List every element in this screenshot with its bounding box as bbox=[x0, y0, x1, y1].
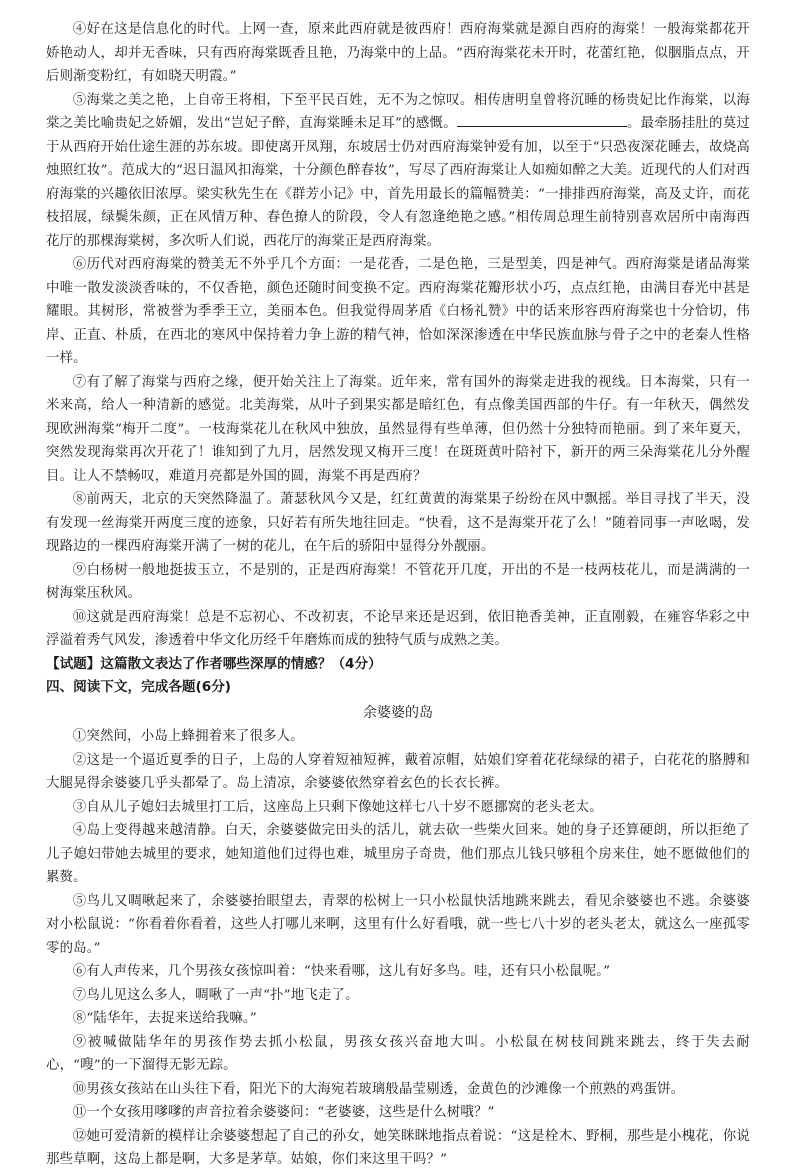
story-paragraph: ⑩男孩女孩站在山头往下看，阳光下的大海宛若玻璃般晶莹剔透，金黄色的沙滩像一个煎熟的鸡蛋饼。 bbox=[72, 1081, 685, 1097]
story-paragraph: ⑦鸟儿见这么多人，啁啾了一声“扑”地飞走了。 bbox=[72, 987, 359, 1003]
paragraph-6: ⑥历代对西府海棠的赞美无不外乎几个方面：一是花香，二是色艳，三是型美，四是神气。西府海棠是诸品海棠中唯一散发淡淡香味的，不仅香艳，颜色还随时间变换不定。西府海棠花瓣形状小巧，点点红艳，由满目春光中甚是耀眼。其树形，常被誉为季季王立，美丽本色。但我觉得周茅盾《白杨礼赞》中的话来形容西府海棠也十分恰切，伟岸、正直、朴质，在西北的寒风中保持着力争上游的精气神，恰如深深渗透在中华民族血脉与骨子之中的老秦人性格一样。 bbox=[46, 257, 750, 366]
story-paragraph: ③自从儿子媳妇去城里打工后，这座岛上只剩下像她这样七八十岁不愿挪窝的老头老太。 bbox=[72, 799, 603, 815]
paragraph-8: ⑧前两天，北京的天突然降温了。萧瑟秋风今又是，红红黄黄的海棠果子纷纷在风中飘摇。举目寻找了半天，没有发现一丝海棠开两度三度的迹象，只好若有所失地往回走。“快看，这不是海棠开花了么！”随着同事一声吆喝，发现路边的一棵西府海棠开满了一树的花儿，在午后的骄阳中显得分外靓丽。 bbox=[46, 492, 750, 554]
story-paragraph: ②这是一个逼近夏季的日子，上岛的人穿着短袖短裤，戴着凉帽，姑娘们穿着花花绿绿的裙子，白花花的胳膊和大腿晃得余婆婆几乎头都晕了。岛上清凉，余婆婆依然穿着玄色的长衣长裤。 bbox=[46, 752, 750, 791]
story-paragraph: ④岛上变得越来越清静。白天，余婆婆做完田头的活儿，就去砍一些柴火回来。她的身子还算硬朗，所以拒绝了儿子媳妇带她去城里的要求，她知道他们过得也难，城里房子奇贵，他们那点儿钱只够租个房来住，她不愿做他们的累赘。 bbox=[46, 823, 750, 885]
paragraph-5 bbox=[46, 89, 750, 254]
story-title: 余婆婆的岛 bbox=[363, 704, 433, 721]
story-paragraph: ⑧“陆华年，去捉来送给我嘛。” bbox=[72, 1011, 257, 1026]
story-paragraph: ⑨被喊做陆华年的男孩作势去抓小松鼠，男孩女孩兴奋地大叫。小松鼠在树枝间跳来跳去，终于失去耐心，“嗖”的一下溜得无影无踪。 bbox=[46, 1034, 750, 1073]
story-paragraph: ⑤鸟儿又啁啾起来了，余婆婆抬眼望去，青翠的松树上一只小松鼠快活地跳来跳去，看见余婆婆也不逃。余婆婆对小松鼠说：“你看着你看着，这些人打哪儿来啊，这里有什么好看哦，就一些七八十岁的老头老太，就这么一座孤零零的岛。” bbox=[46, 893, 750, 956]
fill-in-blank bbox=[457, 114, 627, 127]
story-paragraph: ⑥有人声传来，几个男孩女孩惊叫着：“快来看哪，这儿有好多鸟。哇，还有只小松鼠呢。” bbox=[72, 964, 611, 979]
section-heading: 四、阅读下文，完成各题(6分) bbox=[46, 679, 232, 695]
story-paragraph: ①突然间，小岛上蜂拥着来了很多人。 bbox=[72, 729, 304, 744]
paragraph-5-part-a: ⑤海棠之美之艳，上自帝王将相，下至平民百姓，无不为之惊叹。相传唐明皇曾将沉睡的杨贵妃比作海棠，以海棠之美比喻贵妃之娇媚，发出“岂妃子醉，直海棠睡未足耳”的感慨。 bbox=[46, 92, 750, 131]
story-paragraph: ⑫她可爱清新的模样让余婆婆想起了自己的孙女，她笑眯眯地指点着说：“这是栓木、野桐，那些是小槐花，你说那些草啊，这岛上都是啊，大多是茅草。姑娘，你们来这里干吗？” bbox=[46, 1128, 750, 1167]
paragraph-5-part-b: 。最牵肠挂肚的莫过于从西府开始仕途生涯的苏东坡。即使离开凤翔，东坡居士仍对西府海棠钟爱有加，以至于“只恐夜深花睡去，故烧高烛照红妆”。范成大的“迟日温风扣海棠，十分颜色醉春妆”，写尽了西府海棠让人如痴如醉之大美。近现代的人们对西府海棠的兴趣依旧浓厚。梁实秋先生在《群芳小记》中，首先用最长的篇幅赞美：“一排排西府海棠，高及丈许，而花枝招展，绿鬓朱颜，正在风情万种、春色撩人的阶段，令人有忽逢绝艳之感。”相传周总理生前特别喜欢居所中南海西花厅的那棵海棠树，多次听人们说，西花厅的海棠正是西府海棠。 bbox=[46, 116, 750, 249]
paragraph-4: ④好在这是信息化的时代。上网一查，原来此西府就是彼西府！西府海棠就是源自西府的海棠！一般海棠都花开娇艳动人，却并无香味，只有西府海棠既香且艳，乃海棠中的上品。“西府海棠花未开时，花蕾红艳，似胭脂点点，开后则渐变粉红，有如晓天明霞。” bbox=[46, 22, 750, 84]
paragraph-9: ⑨白杨树一般地挺拔玉立，不是别的，正是西府海棠！不管花开几度，开出的不是一枝两枝花儿，而是满满的一树海棠压秋风。 bbox=[46, 562, 750, 601]
story-paragraph: ⑪一个女孩用嗲嗲的声音拉着余婆婆问：“老婆婆，这些是什么树哦？” bbox=[72, 1105, 495, 1120]
paragraph-7: ⑦有了解了海棠与西府之缘，便开始关注上了海棠。近年来，常有国外的海棠走进我的视线。日本海棠，只有一米来高，给人一种清新的感觉。北美海棠，从叶子到果实都是暗红色，有点像美国西部的牛仔。有一年秋天，偶然发现欧洲海棠“梅开二度”。一枝海棠花儿在秋风中独放，虽然显得有些单薄，但仍然十分独特而艳丽。到了来年夏天，突然发现海棠再次开花了！谁知到了九月，居然发现又梅开三度！在斑斑黄叶陪衬下，新开的两三朵海棠花儿分外醒目。让人不禁畅叹，难道月亮都是外国的圆，海棠不再是西府？ bbox=[46, 374, 750, 484]
paragraph-10: ⑩这就是西府海棠！总是不忘初心、不改初衷，不论早来还是迟到，依旧艳香美神，正直刚毅，在雍容华彩之中浮溢着秀气风发，渗透着中华文化历经千年磨炼而成的独特气质与成熟之美。 bbox=[46, 609, 750, 648]
question: 【试题】这篇散文表达了作者哪些深厚的情感？（4分） bbox=[46, 655, 382, 672]
